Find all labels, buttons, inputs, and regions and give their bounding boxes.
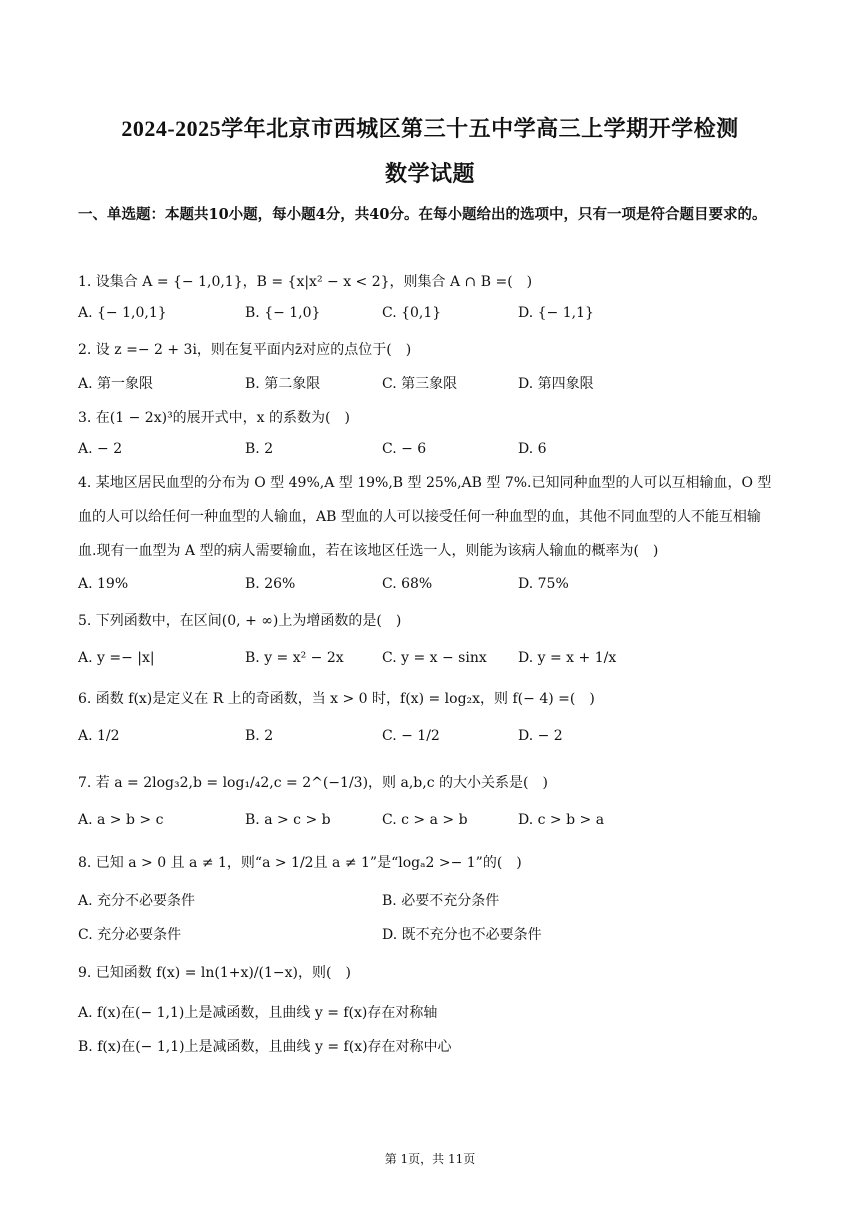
q4-option-a: A. 19% bbox=[78, 576, 129, 592]
q3-option-c: C. − 6 bbox=[382, 441, 427, 457]
q1-option-b: B. {− 1,0} bbox=[245, 305, 321, 321]
q4-option-c: C. 68% bbox=[382, 576, 433, 592]
q1-option-a: A. {− 1,0,1} bbox=[78, 305, 167, 321]
page-footer: 第 1页，共 11页 bbox=[384, 1152, 476, 1166]
q9-option-a: A. f(x)在(− 1,1)上是减函数，且曲线 y = f(x)存在对称轴 bbox=[78, 1005, 438, 1021]
q8-option-c: C. 充分必要条件 bbox=[78, 927, 182, 943]
q3-option-b: B. 2 bbox=[245, 441, 274, 457]
q5-option-a: A. y =− |x| bbox=[78, 650, 155, 666]
q6-option-d: D. − 2 bbox=[518, 728, 563, 744]
q7-option-a: A. a > b > c bbox=[78, 812, 164, 828]
q2-option-a: A. 第一象限 bbox=[78, 376, 154, 392]
question-2-stem: 2. 设 z =− 2 + 3i，则在复平面内z̄对应的点位于( ) bbox=[78, 342, 412, 358]
question-7-stem: 7. 若 a = 2log₃2,b = log₁/₄2,c = 2^(−1/3)，则 a,b,c 的大小关系是( ) bbox=[78, 775, 548, 791]
q3-option-d: D. 6 bbox=[518, 441, 547, 457]
q7-option-d: D. c > b > a bbox=[518, 812, 605, 828]
q5-option-b: B. y = x² − 2x bbox=[245, 650, 344, 666]
q8-option-a: A. 充分不必要条件 bbox=[78, 893, 196, 909]
question-8-stem: 8. 已知 a > 0 且 a ≠ 1，则“a > 1/2且 a ≠ 1”是“logₐ2 >− 1”的( ) bbox=[78, 855, 522, 871]
q6-option-c: C. − 1/2 bbox=[382, 728, 440, 744]
q1-option-d: D. {− 1,1} bbox=[518, 305, 594, 321]
q1-option-c: C. {0,1} bbox=[382, 305, 442, 321]
question-5-stem: 5. 下列函数中，在区间(0, + ∞)上为增函数的是( ) bbox=[78, 613, 402, 629]
question-6-stem: 6. 函数 f(x)是定义在 R 上的奇函数，当 x > 0 时，f(x) = log₂x，则 f(− 4) =( ) bbox=[78, 691, 595, 707]
section-header: 一、单选题：本题共10小题，每小题4分，共40分。在每小题给出的选项中，只有一项是符合题目要求的。 bbox=[78, 206, 767, 223]
q2-option-b: B. 第二象限 bbox=[245, 376, 321, 392]
page-subtitle: 数学试题 bbox=[384, 161, 475, 186]
q8-option-b: B. 必要不充分条件 bbox=[382, 893, 500, 909]
q2-option-d: D. 第四象限 bbox=[518, 376, 594, 392]
question-9-stem: 9. 已知函数 f(x) = ln(1+x)/(1−x)，则( ) bbox=[78, 965, 351, 981]
q9-option-b: B. f(x)在(− 1,1)上是减函数，且曲线 y = f(x)存在对称中心 bbox=[78, 1039, 452, 1055]
q7-option-c: C. c > a > b bbox=[382, 812, 468, 828]
question-3-stem: 3. 在(1 − 2x)³的展开式中，x 的系数为( ) bbox=[78, 410, 350, 426]
page-title: 2024-2025学年北京市西城区第三十五中学高三上学期开学检测 bbox=[121, 116, 739, 141]
q8-option-d: D. 既不充分也不必要条件 bbox=[382, 927, 542, 943]
question-4-stem: 4. 某地区居民血型的分布为 O 型 49%,A 型 19%,B 型 25%,AB 型 7%.已知同种血型的人可以互相输血，O 型血的人可以给任何一种血型的人输血，AB 型血的人可以接受任何一种血型的血，其他不同血型的人不能互相输血.现有一血型为 A 型的病人需要输血，若在该地区任选一人，则能为该病人输血的概率为( ) bbox=[78, 475, 772, 559]
q4-option-d: D. 75% bbox=[518, 576, 569, 592]
q3-option-a: A. − 2 bbox=[78, 441, 123, 457]
q4-option-b: B. 26% bbox=[245, 576, 296, 592]
question-1-stem: 1. 设集合 A = {− 1,0,1}，B = {x|x² − x < 2}，则集合 A ∩ B =( ) bbox=[78, 274, 533, 290]
q7-option-b: B. a > c > b bbox=[245, 812, 331, 828]
q6-option-a: A. 1/2 bbox=[78, 728, 120, 744]
q2-option-c: C. 第三象限 bbox=[382, 376, 458, 392]
q5-option-c: C. y = x − sinx bbox=[382, 650, 487, 666]
q6-option-b: B. 2 bbox=[245, 728, 274, 744]
q5-option-d: D. y = x + 1/x bbox=[518, 650, 617, 666]
